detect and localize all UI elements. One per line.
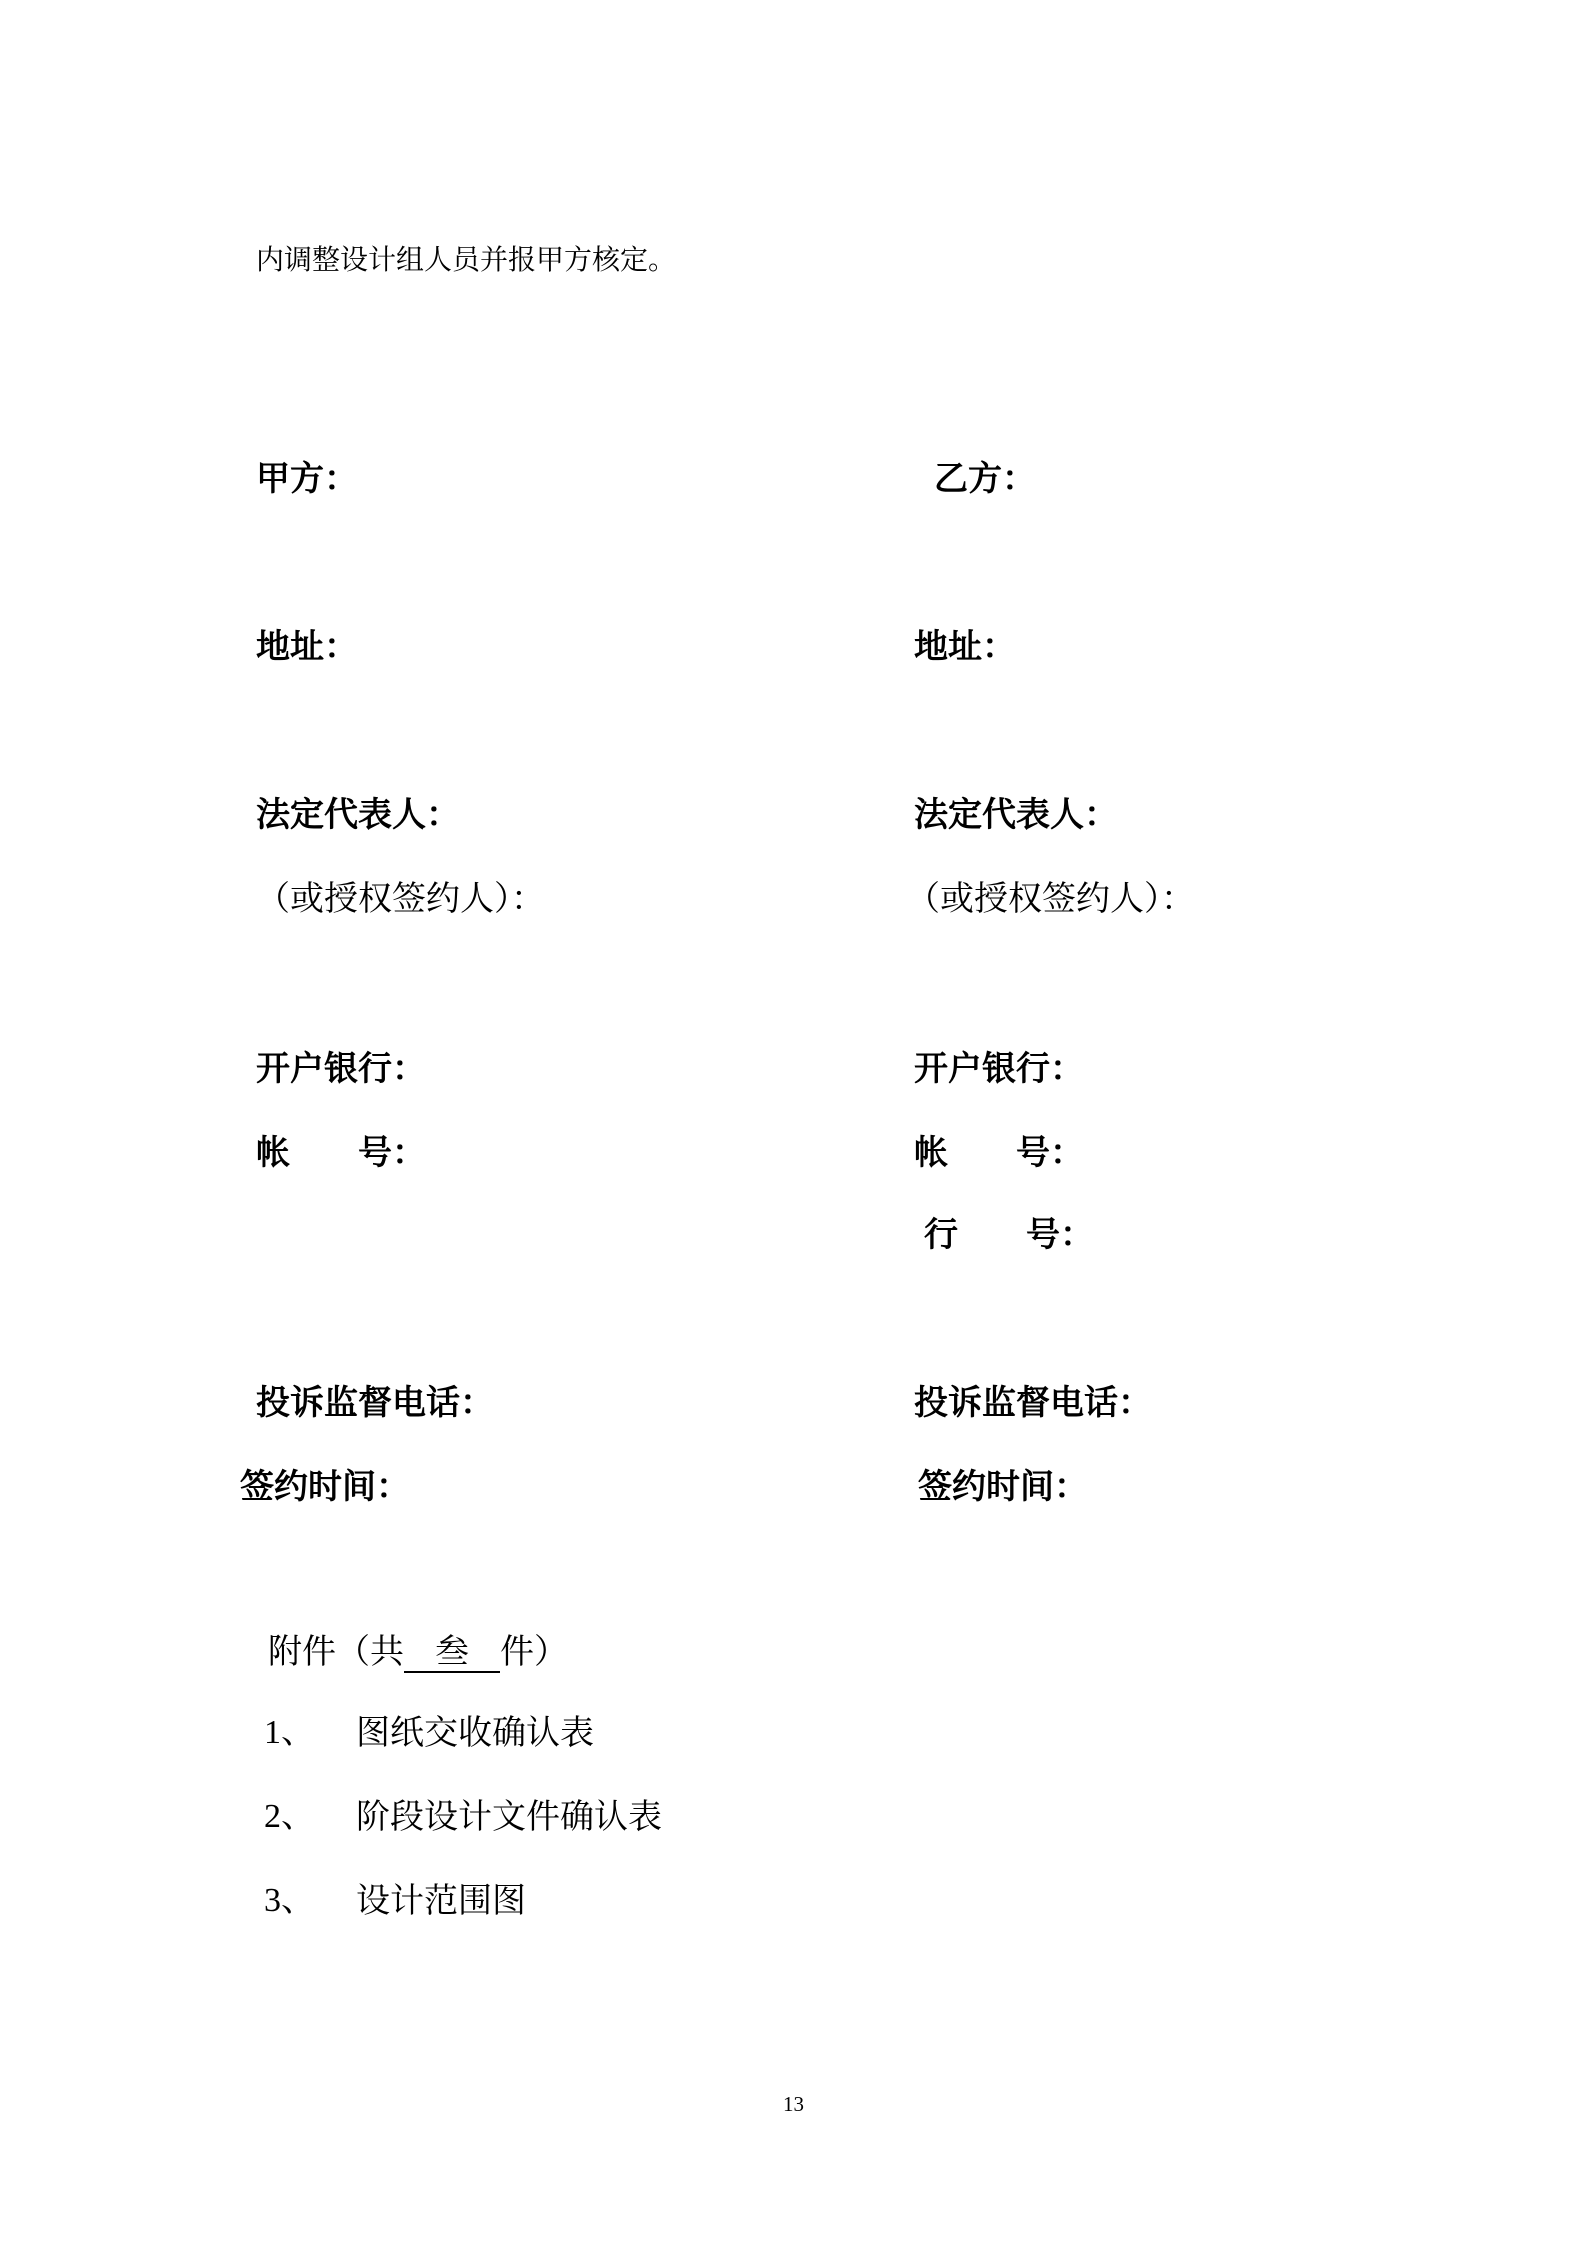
party-a-authorized: （或授权签约人）： (256, 879, 545, 919)
attachment-item-number: 1、 (264, 1714, 315, 1751)
attachments-suffix: 件） (500, 1632, 568, 1672)
party-a-account: 帐 号： (256, 1133, 426, 1173)
party-a-bank: 开户银行： (256, 1049, 426, 1089)
intro-text: 内调整设计组人员并报甲方核定。 (256, 243, 677, 276)
party-a-address: 地址： (256, 627, 358, 667)
page-number: 13 (783, 2092, 804, 2116)
attachment-item (264, 1800, 315, 1834)
attachment-item (264, 1884, 315, 1918)
attachment-item-label: 设计范围图 (356, 1881, 526, 1921)
party-a-name: 甲方： (256, 459, 358, 499)
party-a-complaint-phone: 投诉监督电话： (256, 1383, 494, 1423)
party-a-legal-rep: 法定代表人： (256, 795, 460, 835)
party-b-name: 乙方： (934, 459, 1036, 499)
party-b-bank: 开户银行： (914, 1049, 1084, 1089)
attachments-prefix: 附件（共 (268, 1632, 404, 1672)
party-b-complaint-phone: 投诉监督电话： (914, 1383, 1152, 1423)
party-b-address: 地址： (914, 627, 1016, 667)
attachments-heading (268, 1634, 568, 1673)
party-b-bank-code: 行 号： (924, 1215, 1094, 1255)
attachment-item (264, 1716, 315, 1750)
party-b-sign-time: 签约时间： (918, 1467, 1088, 1507)
attachment-item-label: 阶段设计文件确认表 (356, 1797, 662, 1837)
party-b-authorized: （或授权签约人）： (906, 879, 1195, 919)
party-a-sign-time: 签约时间： (240, 1467, 410, 1507)
attachment-item-number: 2、 (264, 1798, 315, 1835)
attachments-count: 叁 (404, 1634, 500, 1673)
attachment-item-label: 图纸交收确认表 (356, 1713, 594, 1753)
party-b-legal-rep: 法定代表人： (914, 795, 1118, 835)
attachment-item-number: 3、 (264, 1882, 315, 1919)
party-b-account: 帐 号： (914, 1133, 1084, 1173)
